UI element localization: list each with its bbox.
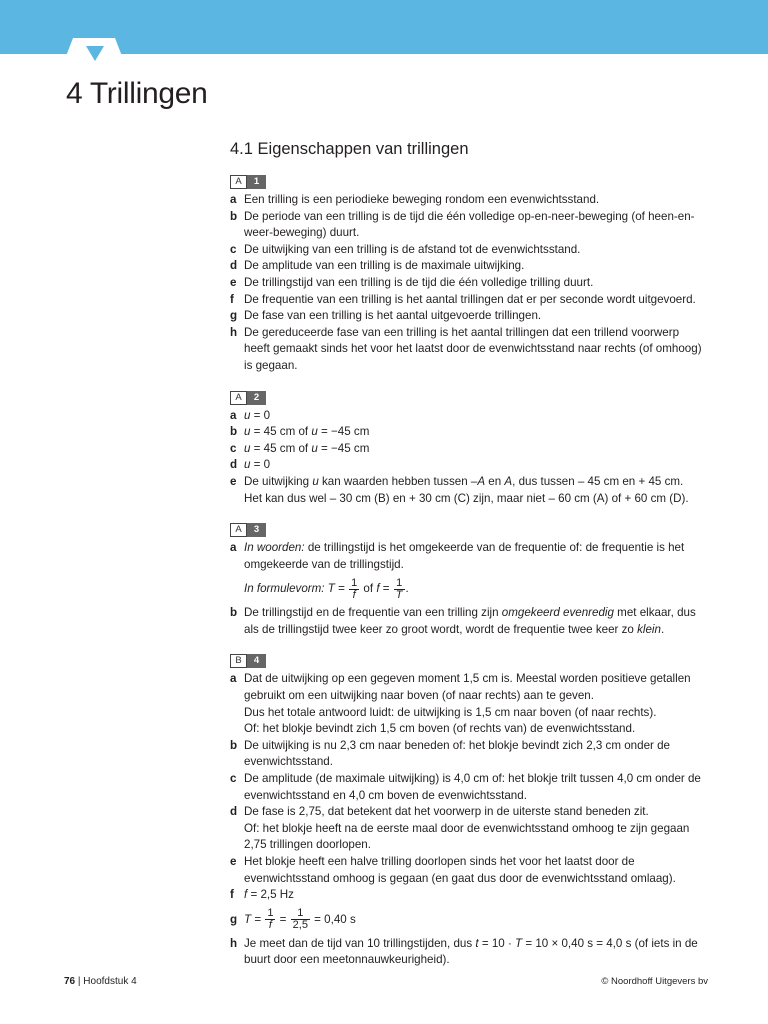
item-text: de trillingstijd is het omgekeerde van de frequentie of: de frequentie is het omgekeerde van de trillingstijd. bbox=[244, 541, 685, 571]
operator: = bbox=[334, 582, 349, 596]
item-text: Je meet dan de tijd van 10 trillingstijden, dus bbox=[244, 936, 476, 950]
denominator: T bbox=[395, 588, 403, 601]
answer-item bbox=[230, 192, 706, 209]
answers-content bbox=[230, 138, 706, 983]
exercise-badge bbox=[230, 175, 266, 189]
item-text: De trillingstijd en de frequentie van een trilling zijn bbox=[244, 606, 502, 620]
page-footer bbox=[64, 976, 137, 987]
answer-item bbox=[230, 738, 706, 771]
level-label: B bbox=[230, 654, 247, 668]
variable: u bbox=[311, 425, 318, 439]
item-text: De fase van een trilling is het aantal uitgevoerde trillingen. bbox=[244, 309, 542, 323]
page-number: 76 bbox=[64, 976, 76, 987]
item-text: = −45 cm bbox=[317, 441, 370, 455]
item-letter: b bbox=[230, 425, 238, 439]
numerator: 1 bbox=[394, 578, 405, 590]
variable: u bbox=[311, 441, 318, 455]
answer-item bbox=[230, 325, 706, 375]
numerator: 1 bbox=[291, 908, 310, 920]
fraction bbox=[291, 908, 310, 931]
exercise-block-2 bbox=[230, 389, 706, 508]
exercise-number: 4 bbox=[247, 654, 266, 668]
answer-item bbox=[230, 540, 706, 605]
item-text: kan waarden hebben tussen – bbox=[318, 474, 478, 488]
operator: of bbox=[360, 582, 377, 596]
item-letter: e bbox=[230, 855, 237, 868]
answer-item bbox=[230, 258, 706, 275]
exercise-number: 2 bbox=[247, 391, 266, 405]
item-letter: d bbox=[230, 805, 238, 819]
item-letter: h bbox=[230, 325, 238, 339]
denominator: f bbox=[352, 588, 356, 601]
item-letter: a bbox=[230, 193, 237, 206]
item-text: De amplitude (de maximale uitwijking) is 4,0 cm of: het blokje trilt tussen 4,0 cm onder de evenwichtsstand en 4,0 cm boven de evenwichtsstand. bbox=[244, 772, 701, 802]
item-letter: b bbox=[230, 738, 238, 752]
item-text: De uitwijking bbox=[244, 474, 313, 488]
item-text: . bbox=[660, 622, 665, 636]
item-letter: g bbox=[230, 912, 238, 926]
variable: t bbox=[475, 936, 479, 950]
answer-item bbox=[230, 441, 706, 458]
item-letter: c bbox=[230, 242, 237, 256]
footer-separator: | bbox=[77, 976, 81, 987]
item-text: De fase is 2,75, dat betekent dat het voorwerp in de uiterste stand beneden zit. bbox=[244, 805, 649, 819]
item-text: De frequentie van een trilling is het aantal trillingen dat er per seconde wordt uitgevoerd. bbox=[244, 292, 696, 306]
item-text: Een trilling is een periodieke beweging rondom een evenwichtsstand. bbox=[244, 193, 600, 206]
denominator: 2,5 bbox=[292, 919, 308, 932]
chapter-label: Hoofdstuk 4 bbox=[83, 976, 137, 987]
emphasis: klein bbox=[637, 622, 661, 636]
item-letter: c bbox=[230, 772, 237, 786]
numerator: 1 bbox=[351, 576, 358, 589]
variable: u bbox=[244, 441, 251, 455]
variable: A bbox=[477, 474, 486, 488]
operator: . bbox=[405, 582, 409, 596]
item-letter: f bbox=[230, 888, 234, 902]
answer-item bbox=[230, 292, 706, 309]
item-text: Of: het blokje heeft na de eerste maal door de evenwichtsstand omhoog te zijn gegaan 2,75 trillingen doorlopen. bbox=[244, 821, 690, 852]
item-text: De amplitude van een trilling is de maximale uitwijking. bbox=[244, 259, 525, 273]
item-text: = −45 cm bbox=[317, 425, 370, 439]
item-text: De uitwijking van een trilling is de afstand tot de evenwichtsstand. bbox=[244, 242, 581, 256]
item-letter: d bbox=[230, 259, 238, 273]
item-text: De periode van een trilling is de tijd die één volledige op-en-neer-beweging (of heen-en-weer-beweging) duurt. bbox=[244, 209, 695, 240]
variable: f bbox=[244, 888, 248, 902]
variable: T bbox=[515, 936, 523, 950]
level-label: A bbox=[230, 391, 247, 405]
answer-item bbox=[230, 887, 706, 904]
chapter-title: 4 Trillingen bbox=[66, 77, 208, 110]
item-text: Dat de uitwijking op een gegeven moment 1,5 cm is. Meestal worden positieve getallen gebruikt om een uitwijking naar boven (of naar rechts) aan te geven. bbox=[244, 672, 691, 703]
formula-lead: In formulevorm: bbox=[244, 582, 328, 596]
item-text: = 2,5 Hz bbox=[247, 888, 294, 902]
result: = 0,40 s bbox=[310, 912, 356, 926]
answer-item bbox=[230, 275, 706, 292]
item-text: Dus het totale antwoord luidt: de uitwijking is 1,5 cm naar boven (of naar rechts). bbox=[244, 705, 657, 719]
exercise-number: 3 bbox=[247, 523, 266, 537]
item-text: = 0 bbox=[250, 458, 271, 472]
variable: T bbox=[244, 912, 252, 926]
item-letter: a bbox=[230, 672, 237, 686]
item-text: Het blokje heeft een halve trilling doorlopen sinds het voor het laatst door de evenwichtsstand omhoog is gegaan (en gaat dus door de evenwichtsstand omlaag). bbox=[244, 855, 676, 885]
formula bbox=[244, 573, 706, 605]
exercise-badge bbox=[230, 654, 266, 668]
answer-item bbox=[230, 771, 706, 804]
item-text: Het kan dus wel – 30 cm (B) en + 30 cm (C) zijn, maar niet – 60 cm (A) of + 60 cm (D). bbox=[244, 491, 689, 505]
item-text: Of: het blokje bevindt zich 1,5 cm boven (of rechts van) de evenwichtsstand. bbox=[244, 722, 636, 736]
variable: T bbox=[327, 582, 335, 596]
denominator: f bbox=[268, 919, 272, 932]
variable: f bbox=[376, 582, 380, 596]
item-text: De uitwijking is nu 2,3 cm naar beneden of: het blokje bevindt zich 2,3 cm onder de evenwichtsstand. bbox=[244, 738, 670, 769]
operator: = bbox=[276, 912, 290, 926]
item-text: = 45 cm of bbox=[250, 425, 312, 439]
answer-item bbox=[230, 408, 706, 425]
answer-item bbox=[230, 936, 706, 969]
item-letter: a bbox=[230, 408, 237, 422]
answer-item bbox=[230, 474, 706, 507]
answer-item bbox=[230, 457, 706, 474]
item-text: = 10 · bbox=[478, 936, 516, 950]
item-letter: f bbox=[230, 292, 234, 306]
item-text: = 10 × 0,40 s = 4,0 s (of iets in de buurt door een meetonnauwkeurigheid). bbox=[244, 936, 698, 967]
item-letter: c bbox=[230, 441, 237, 455]
answer-item bbox=[230, 854, 706, 887]
triangle-down-icon bbox=[86, 46, 104, 61]
answer-item bbox=[230, 209, 706, 242]
answer-item bbox=[230, 308, 706, 325]
variable: u bbox=[244, 425, 251, 439]
variable: u bbox=[244, 458, 251, 472]
level-label: A bbox=[230, 523, 247, 537]
exercise-block-1 bbox=[230, 173, 706, 375]
item-text: De trillingstijd van een trilling is de tijd die één volledige trilling duurt. bbox=[244, 275, 594, 289]
exercise-badge bbox=[230, 391, 266, 405]
level-label: A bbox=[230, 175, 247, 189]
item-text: = 45 cm of bbox=[250, 441, 312, 455]
item-letter: g bbox=[230, 309, 238, 323]
item-text: , dus tussen – 45 cm en + 45 cm. bbox=[512, 474, 684, 488]
exercise-number: 1 bbox=[247, 175, 266, 189]
fraction bbox=[349, 578, 359, 601]
answer-item bbox=[230, 605, 706, 638]
item-letter: e bbox=[230, 275, 237, 289]
fraction bbox=[394, 578, 405, 601]
exercise-block-4 bbox=[230, 652, 706, 969]
variable: u bbox=[312, 474, 319, 488]
numerator: 1 bbox=[267, 907, 274, 920]
answer-item bbox=[230, 671, 706, 737]
item-text: en bbox=[485, 474, 505, 488]
answer-item bbox=[230, 804, 706, 854]
item-text: = 0 bbox=[250, 408, 271, 422]
section-title: 4.1 Eigenschappen van trillingen bbox=[230, 140, 469, 158]
item-letter: e bbox=[230, 474, 237, 488]
emphasis: omgekeerd evenredig bbox=[501, 606, 614, 620]
copyright: © Noordhoff Uitgevers bv bbox=[601, 976, 708, 987]
variable: u bbox=[244, 408, 251, 422]
answer-item bbox=[230, 424, 706, 441]
item-text: De gereduceerde fase van een trilling is het aantal trillingen dat een trillend voorwerp heeft gemaakt sinds het voor het laatst door de evenwichtsstand naar rechts (of omhoog) is gegaan. bbox=[244, 325, 702, 372]
item-lead: In woorden: bbox=[244, 541, 305, 555]
exercise-badge bbox=[230, 523, 266, 537]
item-letter: a bbox=[230, 541, 237, 555]
item-letter: h bbox=[230, 936, 238, 950]
fraction bbox=[265, 908, 275, 931]
item-letter: b bbox=[230, 606, 238, 620]
item-letter: b bbox=[230, 209, 238, 223]
operator: = bbox=[379, 582, 393, 596]
item-text: met elkaar, dus als de trillingstijd twee keer zo groot wordt, wordt de frequentie twee keer zo bbox=[244, 606, 696, 636]
variable: A bbox=[504, 474, 513, 488]
item-letter: d bbox=[230, 458, 238, 472]
answer-item bbox=[230, 904, 706, 936]
answer-item bbox=[230, 242, 706, 259]
operator: = bbox=[251, 912, 265, 926]
exercise-block-3 bbox=[230, 521, 706, 638]
